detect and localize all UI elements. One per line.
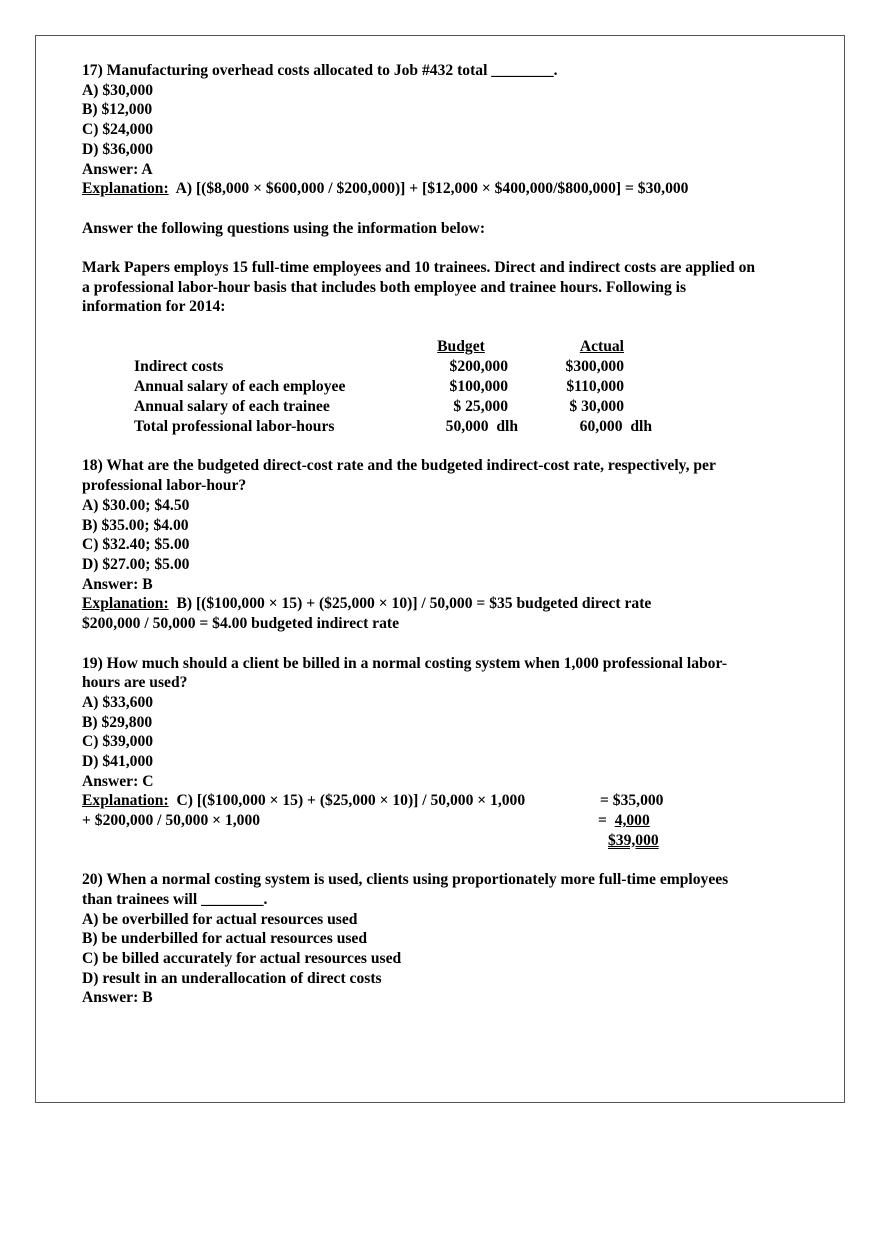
q20-option-c: C) be billed accurately for actual resources used xyxy=(82,949,402,967)
q17-explanation-label: Explanation: xyxy=(82,180,169,198)
row-label: Total professional labor-hours xyxy=(134,417,335,435)
q19-option-c: C) $39,000 xyxy=(82,733,154,751)
row-budget: $200,000 xyxy=(449,357,508,375)
table-header-row xyxy=(134,337,652,357)
q20-option-d: D) result in an underallocation of direct costs xyxy=(82,969,382,987)
q20-answer: Answer: B xyxy=(82,989,153,1007)
row-actual: $ 30,000 xyxy=(569,397,624,415)
row-budget: $ 25,000 xyxy=(453,397,508,415)
q17-explanation xyxy=(82,179,812,199)
row-actual: $110,000 xyxy=(566,377,624,395)
q18-explanation-label: Explanation: xyxy=(82,595,169,613)
row-label: Annual salary of each employee xyxy=(134,377,346,395)
q19-question-line2: hours are used? xyxy=(82,674,188,692)
q17-option-a: A) $30,000 xyxy=(82,81,154,99)
intro-paragraph: Mark Papers employs 15 full-time employees and 10 trainees. Direct and indirect costs are applied on a professional labor-hour basis that includes both employee and trainee hours. Following is information for 2014: xyxy=(82,259,756,316)
q18-option-b: B) $35.00; $4.00 xyxy=(82,516,189,534)
q19-explanation-text: C) [($100,000 × 15) + ($25,000 × 10)] / 50,000 × 1,000 xyxy=(168,792,526,810)
q19-option-a: A) $33,600 xyxy=(82,693,154,711)
table-row xyxy=(134,377,652,397)
q19-explanation xyxy=(82,791,812,811)
col-actual-header: Actual xyxy=(579,337,624,355)
row-budget: $100,000 xyxy=(449,377,508,395)
q18-question-line2: professional labor-hour? xyxy=(82,477,247,495)
table-row xyxy=(134,357,652,377)
q19-option-b: B) $29,800 xyxy=(82,713,153,731)
q19-result-direct: = $35,000 xyxy=(600,792,664,810)
q19-question-line1: 19) How much should a client be billed in a normal costing system when 1,000 professional labor- xyxy=(82,654,728,672)
q20-option-b: B) be underbilled for actual resources used xyxy=(82,930,368,948)
q18-answer: Answer: B xyxy=(82,575,153,593)
q18-question-line1: 18) What are the budgeted direct-cost rate and the budgeted indirect-cost rate, respectively, per xyxy=(82,457,716,475)
q18-option-c: C) $32.40; $5.00 xyxy=(82,536,190,554)
q20-option-a: A) be overbilled for actual resources used xyxy=(82,910,358,928)
q20-question-line1: 20) When a normal costing system is used, clients using proportionately more full-time employees xyxy=(82,871,729,889)
cost-info-table xyxy=(134,337,652,437)
q17-option-d: D) $36,000 xyxy=(82,140,154,158)
q20-question-line2: than trainees will ________. xyxy=(82,890,268,908)
q17-option-c: C) $24,000 xyxy=(82,121,154,139)
q18-option-d: D) $27.00; $5.00 xyxy=(82,556,190,573)
q19-total: $39,000 xyxy=(608,831,659,849)
q19-explanation-line2 xyxy=(82,811,812,831)
table-row xyxy=(134,397,652,417)
row-actual: $300,000 xyxy=(565,357,624,375)
q18-option-a: A) $30.00; $4.50 xyxy=(82,496,190,514)
row-budget: 50,000 dlh xyxy=(445,417,518,435)
row-label: Annual salary of each trainee xyxy=(134,397,330,415)
q17-answer: Answer: A xyxy=(82,160,153,178)
q17-explanation-text: A) [($8,000 × $600,000 / $200,000)] + [$12,000 × $400,000/$800,000] = $30,000 xyxy=(168,180,689,198)
q19-result-indirect-prefix: = xyxy=(598,812,615,830)
q19-result-indirect xyxy=(598,811,650,831)
q19-result-indirect-value: 4,000 xyxy=(614,812,650,830)
q19-explanation-label: Explanation: xyxy=(82,792,169,810)
q17-question: 17) Manufacturing overhead costs allocated to Job #432 total ________. xyxy=(82,62,558,79)
col-budget-header: Budget xyxy=(437,337,485,355)
q18-explanation xyxy=(82,594,812,614)
table-row xyxy=(134,417,652,437)
q17-option-b: B) $12,000 xyxy=(82,101,153,119)
document-content xyxy=(82,61,812,1008)
q19-explanation-text-2: + $200,000 / 50,000 × 1,000 xyxy=(82,812,261,830)
intro-heading: Answer the following questions using the information below: xyxy=(82,219,486,237)
q19-total-row xyxy=(82,831,812,851)
q18-explanation-text: B) [($100,000 × 15) + ($25,000 × 10)] / 50,000 = $35 budgeted direct rate xyxy=(168,595,652,613)
q18-explanation-line2: $200,000 / 50,000 = $4.00 budgeted indirect rate xyxy=(82,615,399,633)
row-label: Indirect costs xyxy=(134,357,224,375)
q19-option-d: D) $41,000 xyxy=(82,753,154,771)
q19-answer: Answer: C xyxy=(82,772,154,790)
row-actual: 60,000 dlh xyxy=(579,417,652,435)
